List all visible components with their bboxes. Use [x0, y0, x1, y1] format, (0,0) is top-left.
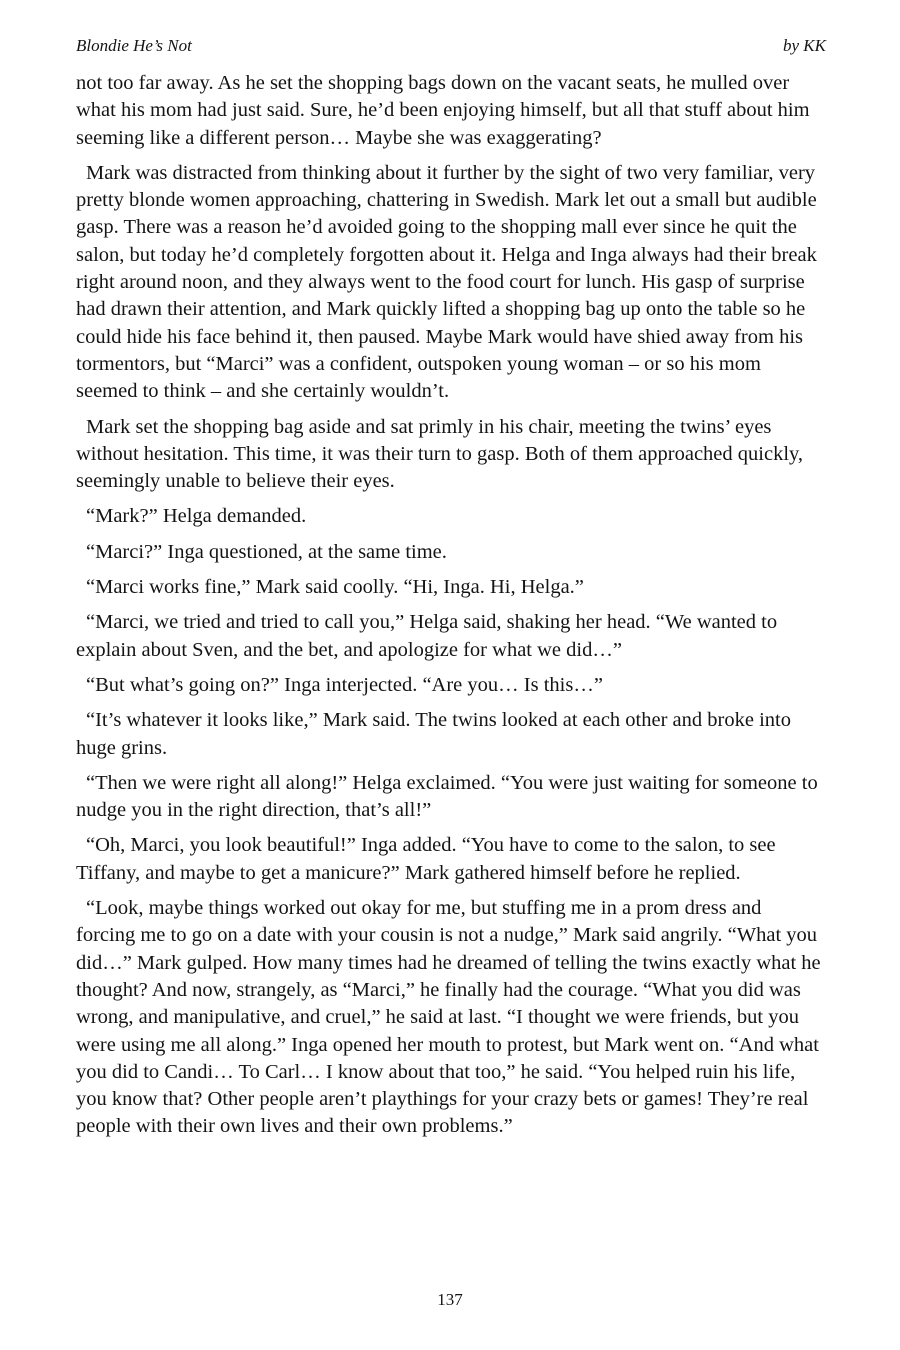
paragraph: “Marci?” Inga questioned, at the same time.: [86, 540, 447, 563]
paragraph: “Then we were right all along!” Helga exclaimed. “You were just waiting for someone to nudge you in the right direction, that’s all!”: [76, 771, 818, 822]
paragraph: “Marci, we tried and tried to call you,” Helga said, shaking her head. “We wanted to explain about Sven, and the bet, and apologize for what we did…”: [76, 611, 778, 661]
paragraph: not too far away. As he set the shopping bags down on the vacant seats, he mulled over what his mom had just said. Sure, he’d been enjoying himself, but all that stuff about him seeming like a different person… Maybe she was exaggerating?: [76, 72, 810, 149]
author-name: by KK: [783, 36, 826, 55]
running-header: [76, 36, 826, 58]
paragraph: Mark set the shopping bag aside and sat primly in his chair, meeting the twins’ eyes without hesitation. This time, it was their turn to gasp. Both of them approached quickly, seemingly unable to believe their eyes.: [76, 415, 804, 493]
paragraph: “Look, maybe things worked out okay for me, but stuffing me in a prom dress and forcing me to go on a date with your cousin is not a nudge,” Mark said angrily. “What you did…” Mark gulped. How many times had he dreamed of telling the twins exactly what he thought? And now, strangely, as “Marci,” he finally had the courage. “What you did was wrong, and manipulative, and cruel,” he said at last. “I thought we were friends, but you were using me all along.” Inga opened her mouth to protest, but Mark went on. “And what you did to Candi… To Carl… I know about that too,” he said. “You helped ruin his life, you know that? Other people aren’t playthings for your crazy bets or games! They’re real people with their own lives and their own problems.”: [76, 897, 821, 1138]
paragraph: “But what’s going on?” Inga interjected. “Are you… Is this…”: [86, 673, 603, 696]
paragraph: “It’s whatever it looks like,” Mark said. The twins looked at each other and broke into huge grins.: [76, 709, 791, 759]
page-number: 137: [437, 1290, 463, 1309]
paragraph: “Oh, Marci, you look beautiful!” Inga added. “You have to come to the salon, to see Tiffany, and maybe to get a manicure?” Mark gathered himself before he replied.: [76, 834, 776, 884]
paragraph: Mark was distracted from thinking about it further by the sight of two very familiar, very pretty blonde women approaching, chattering in Swedish. Mark let out a small but audible gasp. There was a reason he’d avoided going to the shopping mall ever since he quit the salon, but today he’d completely forgotten about it. Helga and Inga always had their break right around noon, and they always went to the food court for lunch. His gasp of surprise had drawn their attention, and Mark quickly lifted a shopping bag up onto the table so he could hide his face behind it, then paused. Maybe Mark would have shied away from his tormentors, but “Marci” was a confident, outspoken young woman – or so his mom seemed to think – and she certainly wouldn’t.: [76, 161, 817, 403]
paragraph: “Marci works fine,” Mark said coolly. “Hi, Inga. Hi, Helga.”: [86, 576, 584, 599]
paragraph: “Mark?” Helga demanded.: [86, 505, 307, 528]
page-body: [76, 70, 824, 1149]
book-title: Blondie He’s Not: [76, 36, 192, 55]
